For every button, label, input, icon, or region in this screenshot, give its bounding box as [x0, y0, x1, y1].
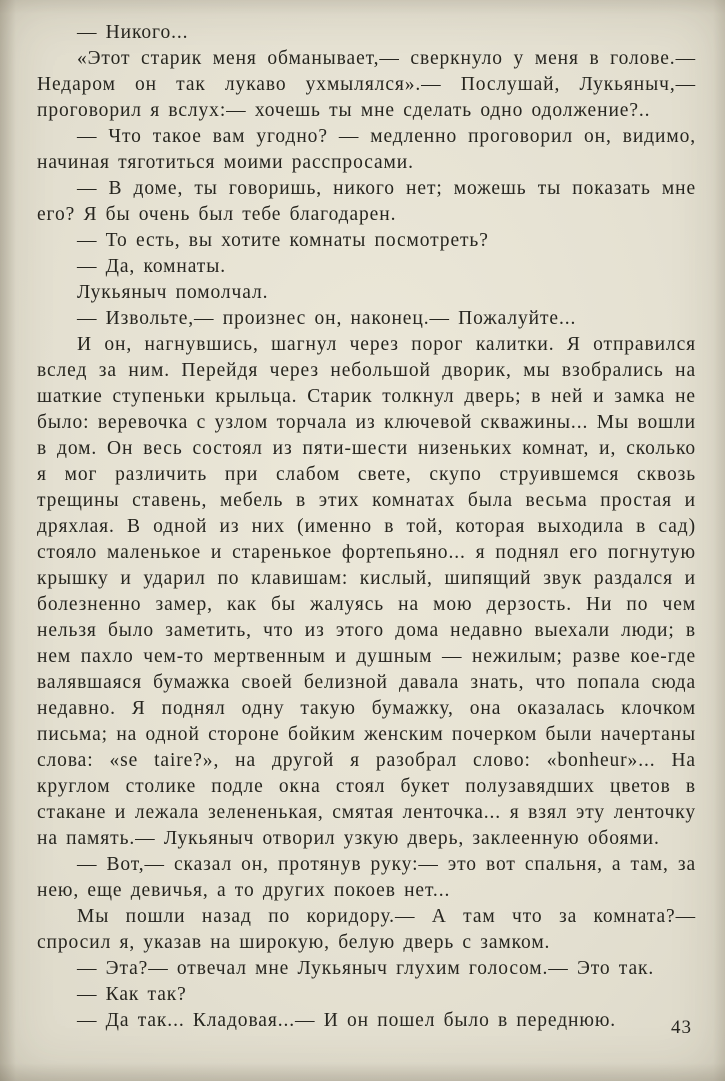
paragraph: — Извольте,— произнес он, наконец.— Пожалуйте...	[77, 308, 577, 329]
paragraph: — В доме, ты говоришь, никого нет; можешь ты показать мне его? Я бы очень был тебе благодарен.	[37, 178, 696, 225]
paragraph: — Никого...	[77, 22, 189, 43]
paragraph: Лукьяныч помолчал.	[77, 282, 269, 303]
paragraph: — Да, комнаты.	[77, 256, 226, 277]
paragraph: «Этот старик меня обманывает,— сверкнуло у меня в голове.— Недаром он так лукаво ухмылялся».— Послушай, Лукьяныч,— проговорил я вслух:— хочешь ты мне сделать одно одолжение?..	[37, 48, 696, 121]
page-text	[37, 20, 696, 1034]
page-number: 43	[671, 1017, 692, 1038]
paragraph: И он, нагнувшись, шагнул через порог калитки. Я отправился вслед за ним. Перейдя через небольшой дворик, мы взобрались на шаткие ступеньки крыльца. Старик толкнул дверь; в ней и замка не было: веревочка с узлом торчала из ключевой скважины... Мы вошли в дом. Он весь состоял из пяти-шести низеньких комнат, и, сколько я мог различить при слабом свете, скупо струившемся сквозь трещины ставень, мебель в этих комнатах была весьма простая и дряхлая. В одной из них (именно в той, которая выходила в сад) стояло маленькое и старенькое фортепьяно... я поднял его погнутую крышку и ударил по клавишам: кислый, шипящий звук раздался и болезненно замер, как бы жалуясь на мою дерзость. Ни по чем нельзя было заметить, что из этого дома недавно выехали люди; в нем пахло чем-то мертвенным и душным — нежилым; разве кое-где валявшаяся бумажка своей белизной давала знать, что попала сюда недавно. Я поднял одну такую бумажку, она оказалась клочком письма; на одной стороне бойким женским почерком были начертаны слова: «se taire?», на другой я разобрал слово: «bonheur»... На круглом столике подле окна стоял букет полузавядших цветов в стакане и лежала зелененькая, смятая ленточка... я взял эту ленточку на память.— Лукьяныч отворил узкую дверь, заклеенную обоями.	[37, 334, 696, 849]
paragraph: — То есть, вы хотите комнаты посмотреть?	[77, 230, 489, 251]
paragraph: — Что такое вам угодно? — медленно проговорил он, видимо, начиная тяготиться моими расспросами.	[37, 126, 696, 173]
paragraph: — Да так... Кладовая...— И он пошел было в переднюю.	[77, 1010, 617, 1031]
paragraph: — Эта?— отвечал мне Лукьяныч глухим голосом.— Это так.	[77, 958, 655, 979]
paragraph: — Вот,— сказал он, протянув руку:— это вот спальня, а там, за нею, еще девичья, а то других покоев нет...	[37, 854, 696, 901]
paragraph: Мы пошли назад по коридору.— А там что за комната?— спросил я, указав на широкую, белую дверь с замком.	[37, 906, 696, 953]
paragraph: — Как так?	[77, 984, 187, 1005]
